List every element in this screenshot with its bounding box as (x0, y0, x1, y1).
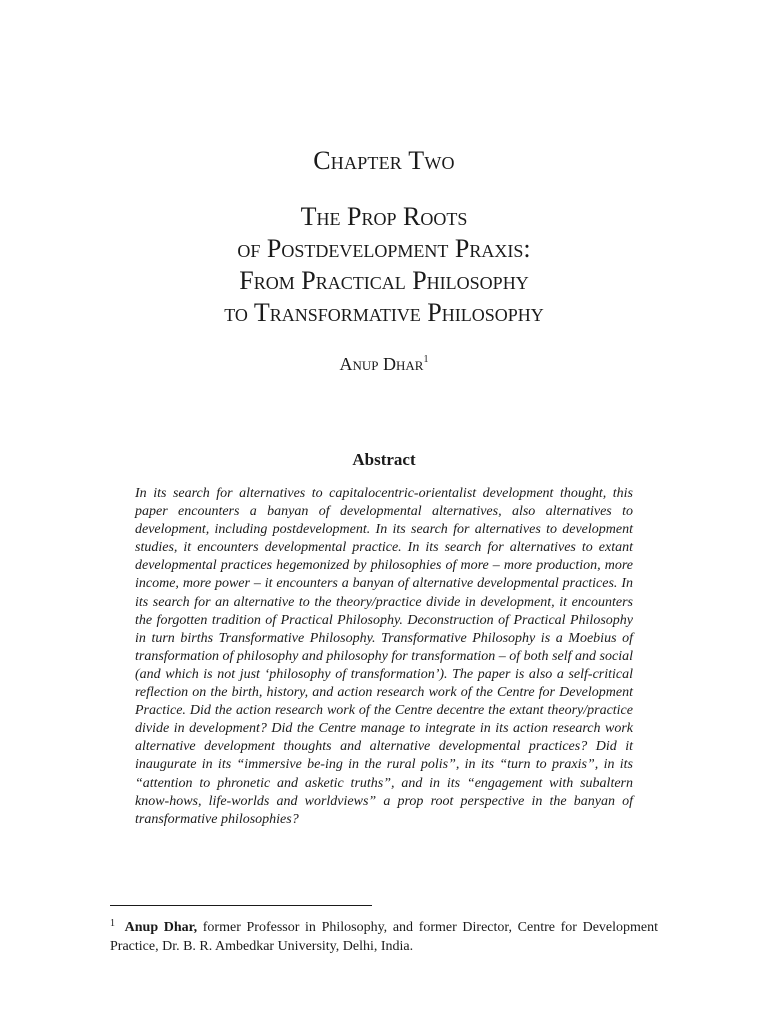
footnote-mark: 1 (110, 918, 115, 929)
footnote (110, 914, 658, 956)
title-line: of Postdevelopment Praxis: (237, 234, 531, 263)
title-line: to Transformative Philosophy (224, 298, 544, 327)
author-footnote-mark[interactable]: 1 (423, 354, 429, 365)
abstract-heading: Abstract (352, 450, 416, 469)
chapter-heading: Chapter Two (313, 146, 455, 175)
title-line: From Practical Philosophy (239, 266, 529, 295)
footnote-divider (110, 905, 372, 906)
author-name: Anup Dhar (339, 354, 424, 374)
abstract-text: In its search for alternatives to capitalocentric-orientalist development thought, this paper encounters a banyan of developmental alternatives, also alternatives to development, including postdevelopment. In its search for alternatives to development studies, it encounters developmental practice. In its search for alternatives to extant developmental practices hegemonized by philosophies of more – more production, more income, more power – it encounters a banyan of alternative developmental practices. In its search for an alternative to the theory/practice divide in development, it encounters the forgotten tradition of Practical Philosophy. Deconstruction of Practical Philosophy in turn births Transformative Philosophy. Transformative Philosophy is a Moebius of transformation of philosophy and philosophy for transformation – of both self and social (and which is not just ‘philosophy of transformation’). The paper is also a self-critical reflection on the birth, history, and action research work of the Centre for Development Practice. Did the action research work of the Centre decentre the extant theory/practice divide in development? Did the Centre manage to integrate in its action research work alternative development thoughts and alternative developmental practices? Did it inaugurate in its “immersive be-ing in the rural polis”, in its “turn to praxis”, in its “attention to phronetic and asketic truths”, and in its “engagement with subaltern know-hows, life-worlds and worldviews” a prop root perspective in the banyan of transformative philosophies? (135, 486, 633, 827)
author-byline (0, 354, 768, 375)
footnote-author-name: Anup Dhar, (124, 920, 198, 935)
title-line: The Prop Roots (300, 202, 468, 231)
chapter-title (0, 201, 768, 329)
footnote-text: former Professor in Philosophy, and former Director, Centre for Development Practice, Dr. B. R. Ambedkar University, Delhi, India. (110, 920, 659, 954)
